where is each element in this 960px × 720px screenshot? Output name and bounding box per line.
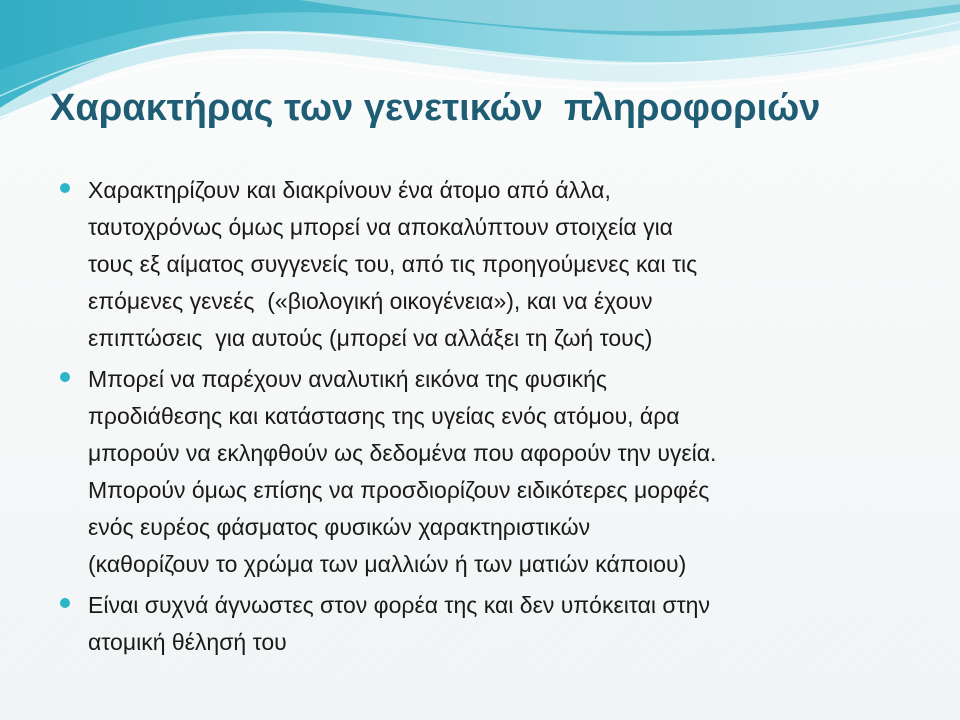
bullet-item (60, 361, 920, 583)
bullet-line: επιπτώσεις για αυτούς (μπορεί να αλλάξει τη ζωή τους) (88, 325, 653, 351)
bullet-item (60, 587, 920, 661)
bullet-dot-icon (60, 372, 70, 382)
bullet-line: επόμενες γενεές («βιολογική οικογένεια»), και να έχουν (88, 288, 653, 314)
bullet-line: ταυτοχρόνως όμως μπορεί να αποκαλύπτουν στοιχεία για (88, 214, 673, 240)
bullet-list (60, 172, 920, 665)
bullet-dot-icon (60, 598, 70, 608)
slide-title: Χαρακτήρας των γενετικών πληροφοριών (50, 87, 821, 129)
bullet-line: προδιάθεσης και κατάστασης της υγείας ενός ατόμου, άρα (88, 403, 680, 429)
bullet-line: ενός ευρέος φάσματος φυσικών χαρακτηριστικών (88, 514, 591, 540)
bullet-line: (καθορίζουν το χρώμα των μαλλιών ή των ματιών κάποιου) (88, 551, 687, 577)
bullet-line: Είναι συχνά άγνωστες στον φορέα της και δεν υπόκειται στην (88, 592, 710, 618)
bullet-line: μπορούν να εκληφθούν ως δεδομένα που αφορούν την υγεία. (88, 440, 717, 466)
bullet-line: τους εξ αίματος συγγενείς του, από τις προηγούμενες και τις (88, 251, 698, 277)
bullet-dot-icon (60, 183, 70, 193)
bullet-line: Χαρακτηρίζουν και διακρίνουν ένα άτομο από άλλα, (88, 177, 611, 203)
bullet-line: Μπορούν όμως επίσης να προσδιορίζουν ειδικότερες μορφές (88, 477, 710, 503)
bullet-line: ατομική θέλησή του (88, 629, 287, 655)
bullet-line: Μπορεί να παρέχουν αναλυτική εικόνα της φυσικής (88, 366, 607, 392)
bullet-item (60, 172, 920, 357)
